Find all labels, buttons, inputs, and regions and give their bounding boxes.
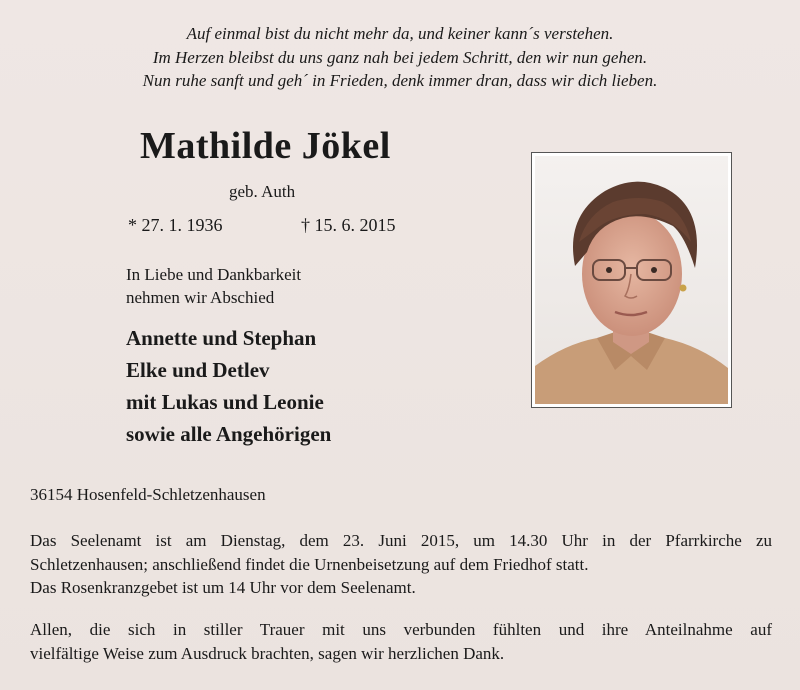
- funeral-service-text: [30, 529, 772, 600]
- mourner-line: Elke und Detlev: [126, 358, 270, 382]
- place-of-residence: 36154 Hosenfeld-Schletzenhausen: [30, 485, 266, 504]
- text-line: Das Seelenamt ist am Dienstag, dem 23. Juni 2015, um 14.30 Uhr in der Pfarrkirche zu: [30, 531, 772, 550]
- birth-date: * 27. 1. 1936: [128, 215, 223, 235]
- text-line: Allen, die sich in stiller Trauer mit uns verbunden fühlten und ihre Anteilnahme auf: [30, 620, 772, 639]
- farewell-line: nehmen wir Abschied: [126, 288, 275, 307]
- farewell-text: [126, 263, 301, 309]
- portrait-image: [535, 156, 728, 404]
- deceased-name: Mathilde Jökel: [140, 125, 391, 167]
- poem-line: Im Herzen bleibst du uns ganz nah bei jedem Schritt, den wir nun gehen.: [152, 47, 648, 67]
- farewell-line: In Liebe und Dankbarkeit: [126, 265, 302, 284]
- mourner-line: mit Lukas und Leonie: [126, 390, 324, 414]
- death-date: † 15. 6. 2015: [301, 215, 396, 235]
- portrait-photo: [531, 152, 732, 408]
- text-line: vielfältige Weise zum Ausdruck brachten, sagen wir herzlichen Dank.: [30, 643, 505, 663]
- birth-name: geb. Auth: [229, 182, 296, 201]
- thanks-text: [30, 618, 772, 665]
- poem-line: Nun ruhe sanft und geh´ in Frieden, denk immer dran, dass wir dich lieben.: [142, 71, 658, 90]
- text-line: Schletzenhausen; anschließend findet die Urnenbeisetzung auf dem Friedhof statt.: [30, 554, 589, 574]
- mourners-list: [126, 322, 331, 450]
- mourner-line: sowie alle Angehörigen: [126, 422, 332, 446]
- poem-line: Auf einmal bist du nicht mehr da, und keiner kann´s verstehen.: [186, 24, 614, 43]
- text-line: Das Rosenkranzgebet ist um 14 Uhr vor dem Seelenamt.: [30, 578, 416, 597]
- mourner-line: Annette und Stephan: [126, 326, 317, 350]
- poem: [0, 22, 800, 93]
